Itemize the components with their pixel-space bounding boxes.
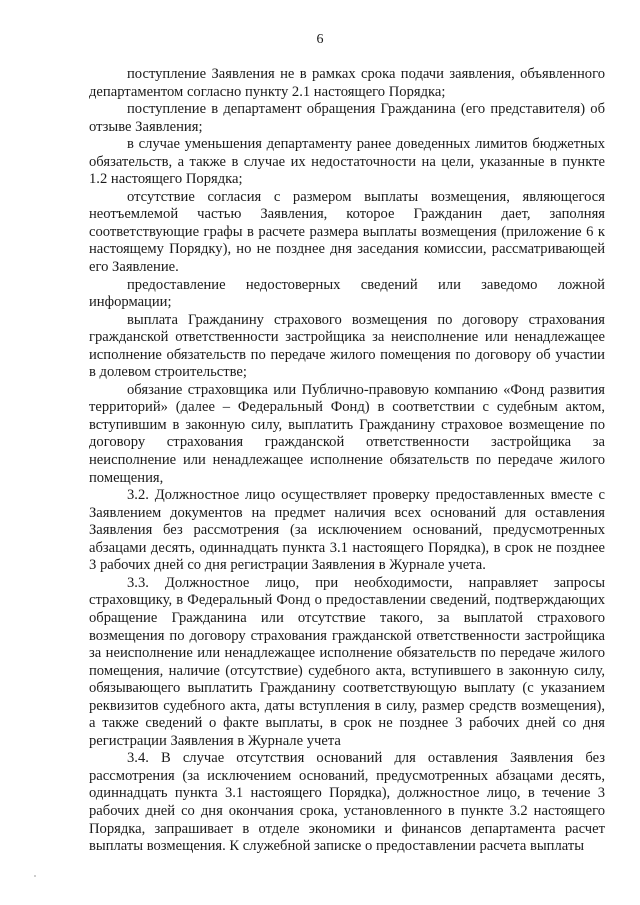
scan-speck: [34, 875, 36, 877]
paragraph-3-3: 3.3. Должностное лицо, при необходимости, направляет запросы страховщику, в Федеральный Фонд о предоставлении сведений, подтверждающих обращение Гражданина или отсутствие такого, за выплатой страхового возмещения по договору страхования гражданской ответственности застройщика за неисполнение или ненадлежащее исполнение обязательств по передаче жилого помещения, наличие (отсутствие) судебного акта, вступившего в законную силу, обязывающего выплатить Гражданину соответствующую выплату (с указанием реквизитов судебного акта, даты вступления в силу, размер средств возмещения), а также сведений о факте выплаты, в срок не позднее 3 рабочих дней со дня регистрации Заявления в Журнале учета: [89, 574, 605, 749]
paragraph-withdrawal: поступление в департамент обращения Гражданина (его представителя) об отзыве Заявления;: [89, 101, 605, 135]
paragraph-budget-limits: в случае уменьшения департаменту ранее доведенных лимитов бюджетных обязательств, а также в случае их недостаточности на цели, указанные в пункте 1.2 настоящего Порядка;: [89, 136, 605, 188]
page-number: 6: [316, 32, 324, 47]
paragraph-deadline: поступление Заявления не в рамках срока подачи заявления, объявленного департаментом согласно пункту 2.1 настоящего Порядка;: [89, 66, 605, 100]
paragraph-false-info: предоставление недостоверных сведений или заведомо ложной информации;: [89, 276, 605, 311]
paragraph-court-obligation: обязание страховщика или Публично-правовую компанию «Фонд развития территорий» (далее – Федеральный Фонд) в соответствии с судебным актом, вступившим в законную силу, выплатить Гражданину страховое возмещение по договору страхования гражданской ответственности застройщика за неисполнение или ненадлежащее исполнение обязательств по передаче жилого помещения,: [89, 381, 605, 486]
paragraph-insurance-payment: выплата Гражданину страхового возмещения по договору страхования гражданской ответственности застройщика за неисполнение или ненадлежащее исполнение обязательств по передаче жилого помещения по договору об участии в долевом строительстве;: [89, 311, 605, 381]
paragraph-3-4: 3.4. В случае отсутствия оснований для оставления Заявления без рассмотрения (за исключением оснований, предусмотренных абзацами десять, одиннадцать пункта 3.1 настоящего Порядка), должностное лицо, в течение 3 рабочих дней со дня окончания срока, установленного в пункте 3.2 настоящего Порядка, запрашивает в отделе экономики и финансов департамента расчет выплаты возмещения. К служебной записке о предоставлении расчета выплаты: [89, 750, 605, 855]
document-body: [89, 66, 605, 856]
paragraph-consent: отсутствие согласия с размером выплаты возмещения, являющегося неотъемлемой частью Заявления, которое Гражданин дает, заполняя соответствующие графы в расчете размера выплаты возмещения (приложение 6 к настоящему Порядку), но не позднее дня заседания комиссии, рассматривающей его Заявление.: [89, 188, 605, 276]
paragraph-3-2: 3.2. Должностное лицо осуществляет проверку предоставленных вместе с Заявлением документов на предмет наличия всех оснований для оставления Заявления без рассмотрения (за исключением оснований, предусмотренных абзацами десять, одиннадцать пункта 3.1 настоящего Порядка), в срок не позднее 3 рабочих дней со дня регистрации Заявления в Журнале учета.: [89, 487, 605, 574]
